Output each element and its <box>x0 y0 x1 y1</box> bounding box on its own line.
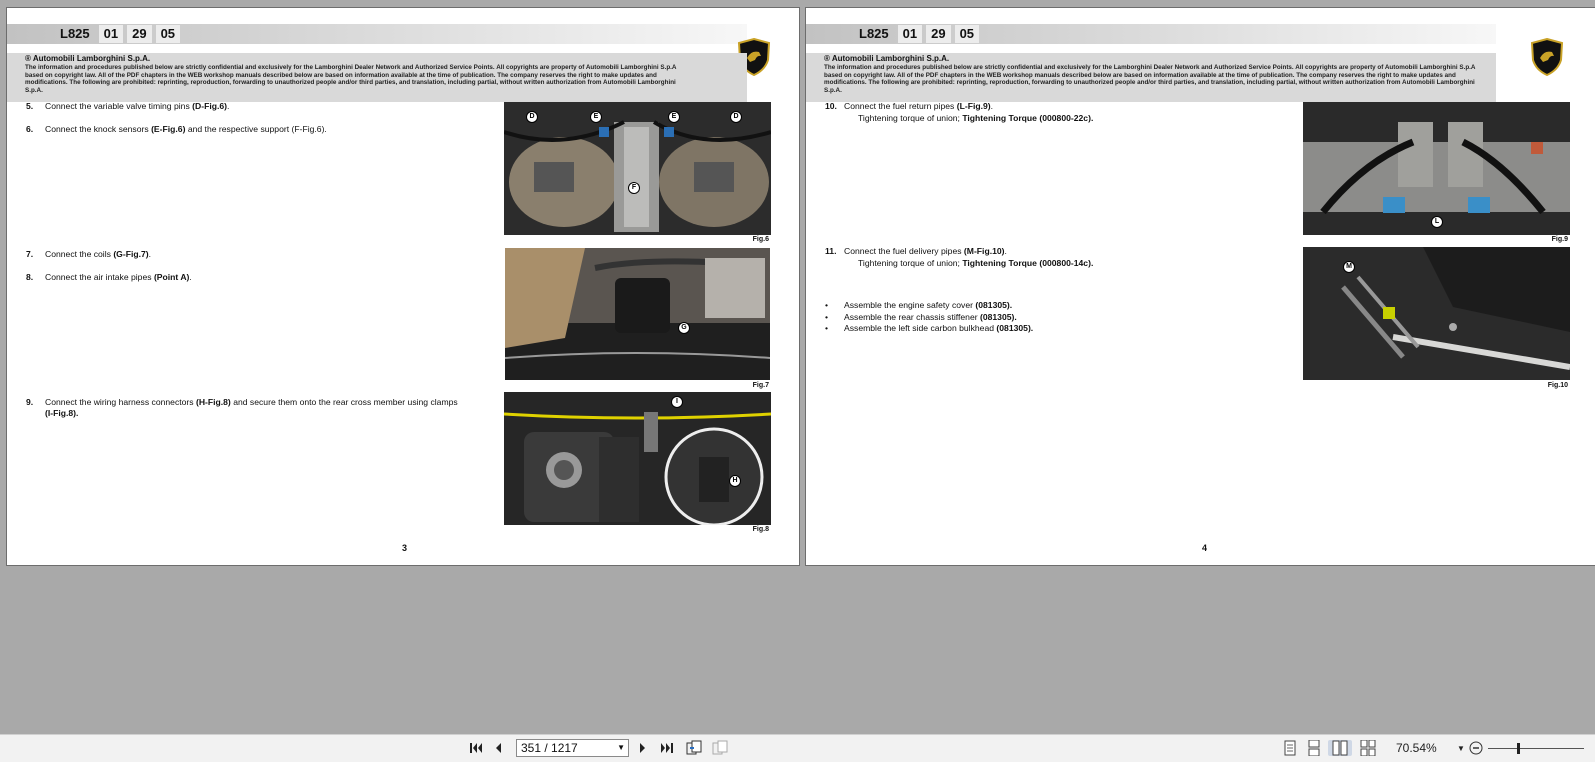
callout-d-left: D <box>526 111 538 123</box>
figure-10-label: Fig.10 <box>1547 382 1568 389</box>
continuous-page-icon <box>1308 740 1320 756</box>
callout-e-left: E <box>590 111 602 123</box>
viewer-toolbar <box>0 734 1595 762</box>
view-forward-icon <box>712 740 728 756</box>
two-page-icon <box>1332 740 1348 756</box>
doc-code-group: 01 <box>898 25 922 43</box>
figure-8-label: Fig.8 <box>752 526 769 533</box>
first-page-button[interactable] <box>468 740 484 756</box>
next-page-button[interactable] <box>636 740 650 756</box>
figure-9-image <box>1303 102 1570 235</box>
page-number: 4 <box>1202 543 1208 553</box>
zoom-out-button[interactable] <box>1469 740 1483 756</box>
figure-9-label: Fig.9 <box>1551 236 1568 243</box>
figure-10-image <box>1303 247 1570 380</box>
step-9: 9. Connect the wiring harness connectors (H-Fig.8) and secure them onto the rear cross member using clamps (I-Fig.8). <box>26 397 458 418</box>
doc-code-subsection: 05 <box>156 25 180 43</box>
last-page-button[interactable] <box>659 740 675 756</box>
chevron-down-icon: ▼ <box>1457 743 1465 753</box>
zoom-slider[interactable] <box>1488 748 1584 749</box>
pdf-page-3: L825 01 29 05 ® Automobili Lamborghini S.p.A. The information and procedures published below are strictly confidential and exclusively for the Lamborghini Dealer Network and Authorized Service Points. All copyrights are property of Automobili Lamborghini S.p.A based on copyright law. All of the PDF chapters in the WEB workshop manuals described below are based on information available at the time of publication. The company reserves the right to make updates and modifications. The following are prohibited: reprinting, reproduction, forwarding to unauthorized people and/or third parties, and translation, including partial, without written authorization from Automobili Lamborghini S.p.A. 5. Connect the variable valve timing pins (D-Fig.6). 6. Connect the knock sensors (E-Fig.6) and the respective support (F-Fig.6). 7. Connect the coils (G-Fig.7). 8. Connect the air intake pipes (Point A). 9. Connect the wiring harness connectors (H-Fig.8) and secure them onto the rear cross member using clamps (I-Fig.8). D E E D F Fig.6 G Fig.7 I H Fig.8 3 <box>6 7 800 566</box>
chevron-down-icon[interactable]: ▼ <box>617 743 625 752</box>
step-10-torque: Tightening torque of union; Tightening Torque (000800-22c). <box>858 113 1094 123</box>
callout-i: I <box>671 396 683 408</box>
callout-e-right: E <box>668 111 680 123</box>
page-indicator: 351 / 1217 <box>521 741 578 755</box>
zoom-level[interactable]: 70.54% <box>1396 741 1437 755</box>
continuous-view-button[interactable] <box>1306 740 1322 756</box>
bullet-item: • Assemble the rear chassis stiffener (081305). <box>825 311 1017 322</box>
previous-page-button[interactable] <box>491 740 505 756</box>
callout-g: G <box>678 322 690 334</box>
copyright-text: The information and procedures published below are strictly confidential and exclusively for the Lamborghini Dealer Network and Authorized Service Points. All copyrights are property of Automobili Lamborghini S.p.A based on copyright law. All of the PDF chapters in the WEB workshop manuals described below are based on information available at the time of publication. The company reserves the right to make updates and modifications. The following are prohibited: reprinting, reproduction, forwarding to unauthorized people and/or third parties, and translation, including partial, without written authorization from Automobili Lamborghini S.p.A. <box>824 64 1476 94</box>
doc-code-section: 29 <box>127 25 151 43</box>
step-11-torque: Tightening torque of union; Tightening Torque (000800-14c). <box>858 258 1094 268</box>
go-forward-view-button[interactable] <box>711 740 729 756</box>
doc-code-model: L825 <box>859 26 889 41</box>
page-number: 3 <box>402 543 408 553</box>
lamborghini-logo <box>1530 38 1564 76</box>
first-page-icon <box>469 741 483 755</box>
pdf-page-4 <box>805 7 1595 566</box>
doc-code <box>56 25 184 43</box>
callout-d-right: D <box>730 111 742 123</box>
step-10: 10. Connect the fuel return pipes (L-Fig.9). <box>825 101 994 111</box>
zoom-slider-thumb[interactable] <box>1517 743 1520 754</box>
figure-6-label: Fig.6 <box>752 236 769 243</box>
callout-l: L <box>1431 216 1443 228</box>
figure-6-image <box>504 102 771 235</box>
figure-7-image <box>505 248 770 380</box>
page-number-input[interactable] <box>516 739 629 757</box>
callout-m: M <box>1343 261 1355 273</box>
two-page-scroll-button[interactable] <box>1359 740 1377 756</box>
single-page-view-button[interactable] <box>1282 740 1298 756</box>
figure-8-image <box>504 392 771 525</box>
bullet-list <box>825 300 1033 335</box>
view-back-icon <box>686 740 702 756</box>
doc-code-model: L825 <box>60 26 90 41</box>
doc-code-section: 29 <box>926 25 950 43</box>
bullet-item: • Assemble the engine safety cover (081305). <box>825 300 1013 310</box>
last-page-icon <box>660 741 674 755</box>
previous-page-icon <box>493 741 503 755</box>
zoom-dropdown[interactable] <box>1456 740 1466 756</box>
bullet-item: • Assemble the left side carbon bulkhead (081305). <box>825 323 1034 333</box>
minus-circle-icon <box>1469 741 1483 755</box>
doc-code <box>855 25 983 43</box>
step-11: 11. Connect the fuel delivery pipes (M-Fig.10). <box>825 246 1007 256</box>
next-page-icon <box>638 741 648 755</box>
copyright-text: The information and procedures published below are strictly confidential and exclusively for the Lamborghini Dealer Network and Authorized Service Points. All copyrights are property of Automobili Lamborghini S.p.A based on copyright law. All of the PDF chapters in the WEB workshop manuals described below are based on information available at the time of publication. The company reserves the right to make updates and modifications. The following are prohibited: reprinting, reproduction, forwarding to unauthorized people and/or third parties, and translation, including partial, without written authorization from Automobili Lamborghini S.p.A. <box>25 64 677 94</box>
doc-code-subsection: 05 <box>955 25 979 43</box>
callout-f: F <box>628 182 640 194</box>
go-back-view-button[interactable] <box>685 740 703 756</box>
doc-code-group: 01 <box>99 25 123 43</box>
figure-7-label: Fig.7 <box>752 382 769 389</box>
two-page-view-button[interactable] <box>1328 740 1352 756</box>
copyright-title: ® Automobili Lamborghini S.p.A. <box>25 54 151 63</box>
two-page-scroll-icon <box>1360 740 1376 756</box>
callout-h: H <box>729 475 741 487</box>
copyright-title: ® Automobili Lamborghini S.p.A. <box>824 54 950 63</box>
single-page-icon <box>1284 740 1296 756</box>
